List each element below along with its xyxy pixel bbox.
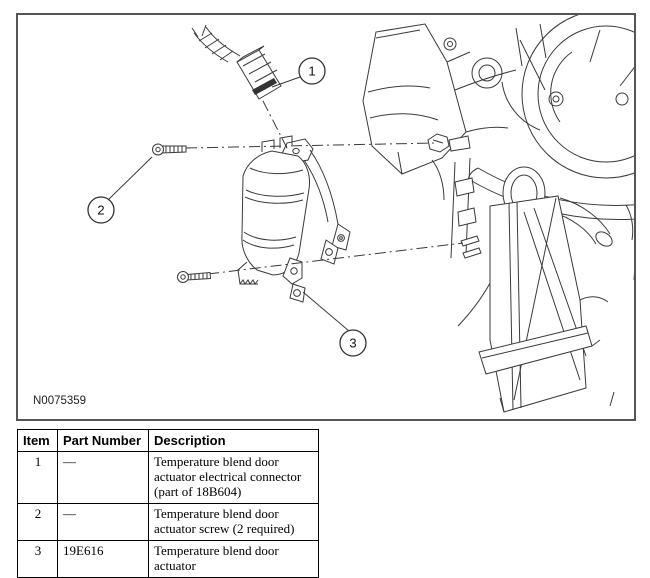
description-cell: Temperature blend door actuator screw (2 required): [149, 504, 319, 541]
part-number-cell: 19E616: [58, 541, 149, 578]
callout-2-number: 2: [97, 202, 105, 218]
item-cell: 3: [18, 541, 58, 578]
parts-table: [17, 429, 319, 578]
table-row: [18, 452, 319, 504]
callout-1-number: 1: [308, 63, 316, 79]
part-number-cell: —: [58, 452, 149, 504]
callout-1: [299, 58, 325, 84]
figure-id-label: N0075359: [33, 395, 87, 407]
col-header-part-number: Part Number: [58, 430, 149, 452]
table-row: [18, 504, 319, 541]
item-cell: 2: [18, 504, 58, 541]
description-cell: Temperature blend door actuator electrical connector (part of 18B604): [149, 452, 319, 504]
callout-3: [340, 330, 366, 356]
description-cell: Temperature blend door actuator: [149, 541, 319, 578]
parts-table-header-row: [18, 430, 319, 452]
callout-2: [88, 197, 114, 223]
table-row: [18, 541, 319, 578]
col-header-description: Description: [149, 430, 319, 452]
item-cell: 1: [18, 452, 58, 504]
part-number-cell: —: [58, 504, 149, 541]
col-header-item: Item: [18, 430, 58, 452]
callout-3-number: 3: [349, 335, 357, 351]
